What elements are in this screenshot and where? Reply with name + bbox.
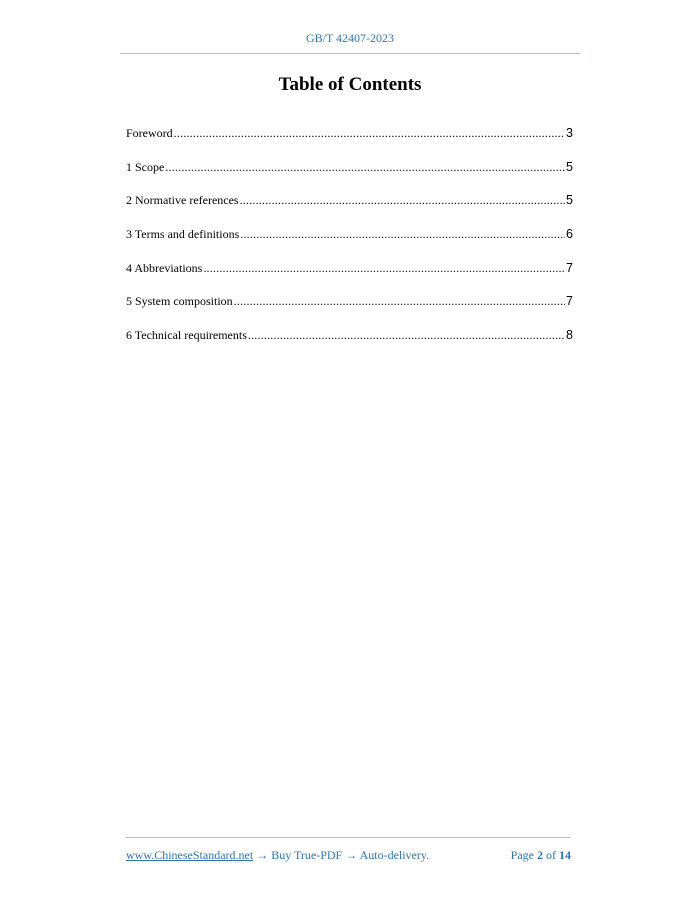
toc-dot-leader	[174, 126, 565, 141]
toc-entry-terms-and-definitions[interactable]	[126, 227, 573, 261]
toc-dot-leader	[234, 294, 565, 309]
toc-entry-page: 3	[566, 126, 573, 140]
toc-entry-scope[interactable]	[126, 160, 573, 194]
toc-entry-page: 8	[566, 328, 573, 343]
toc-dot-leader	[240, 227, 565, 242]
toc-entry-page: 5	[566, 193, 573, 208]
header-divider	[120, 53, 580, 54]
toc-dot-leader	[240, 193, 565, 208]
toc-entry-page: 5	[566, 159, 573, 174]
toc-entry-label: Foreword	[126, 126, 173, 140]
footer-promo	[126, 848, 429, 863]
toc-entry-page: 6	[566, 227, 573, 242]
toc-dot-leader	[203, 261, 565, 276]
page-title: Table of Contents	[278, 74, 422, 95]
footer-divider	[125, 837, 571, 838]
toc-entry-normative-references[interactable]	[126, 193, 573, 227]
document-code-header: GB/T 42407-2023	[305, 31, 395, 45]
toc-entry-label: 4 Abbreviations	[126, 260, 203, 275]
toc-entry-label: 3 Terms and definitions	[126, 227, 240, 242]
toc-entry-technical-requirements[interactable]	[126, 328, 573, 362]
page-counter	[511, 848, 571, 863]
of-word: of	[546, 848, 556, 862]
site-link[interactable]: www.ChineseStandard.net	[126, 848, 254, 862]
current-page-number: 2	[537, 848, 543, 862]
toc-entry-foreword[interactable]	[126, 126, 573, 160]
page-word: Page	[510, 848, 534, 862]
toc-entry-label: 2 Normative references	[126, 193, 239, 208]
toc-entry-page: 7	[566, 260, 573, 275]
toc-entry-abbreviations[interactable]	[126, 261, 573, 295]
toc-entry-label: 1 Scope	[126, 159, 165, 174]
toc-entry-label: 6 Technical requirements	[126, 328, 247, 343]
toc-dot-leader	[248, 328, 565, 343]
page-footer	[126, 848, 571, 863]
toc-list	[126, 126, 573, 362]
total-pages-number: 14	[559, 848, 571, 862]
toc-entry-page: 7	[566, 294, 573, 309]
toc-dot-leader	[165, 160, 565, 175]
footer-promo-text: → Buy True-PDF → Auto-delivery.	[253, 848, 430, 862]
toc-entry-label: 5 System composition	[126, 294, 233, 309]
toc-entry-system-composition[interactable]	[126, 294, 573, 328]
